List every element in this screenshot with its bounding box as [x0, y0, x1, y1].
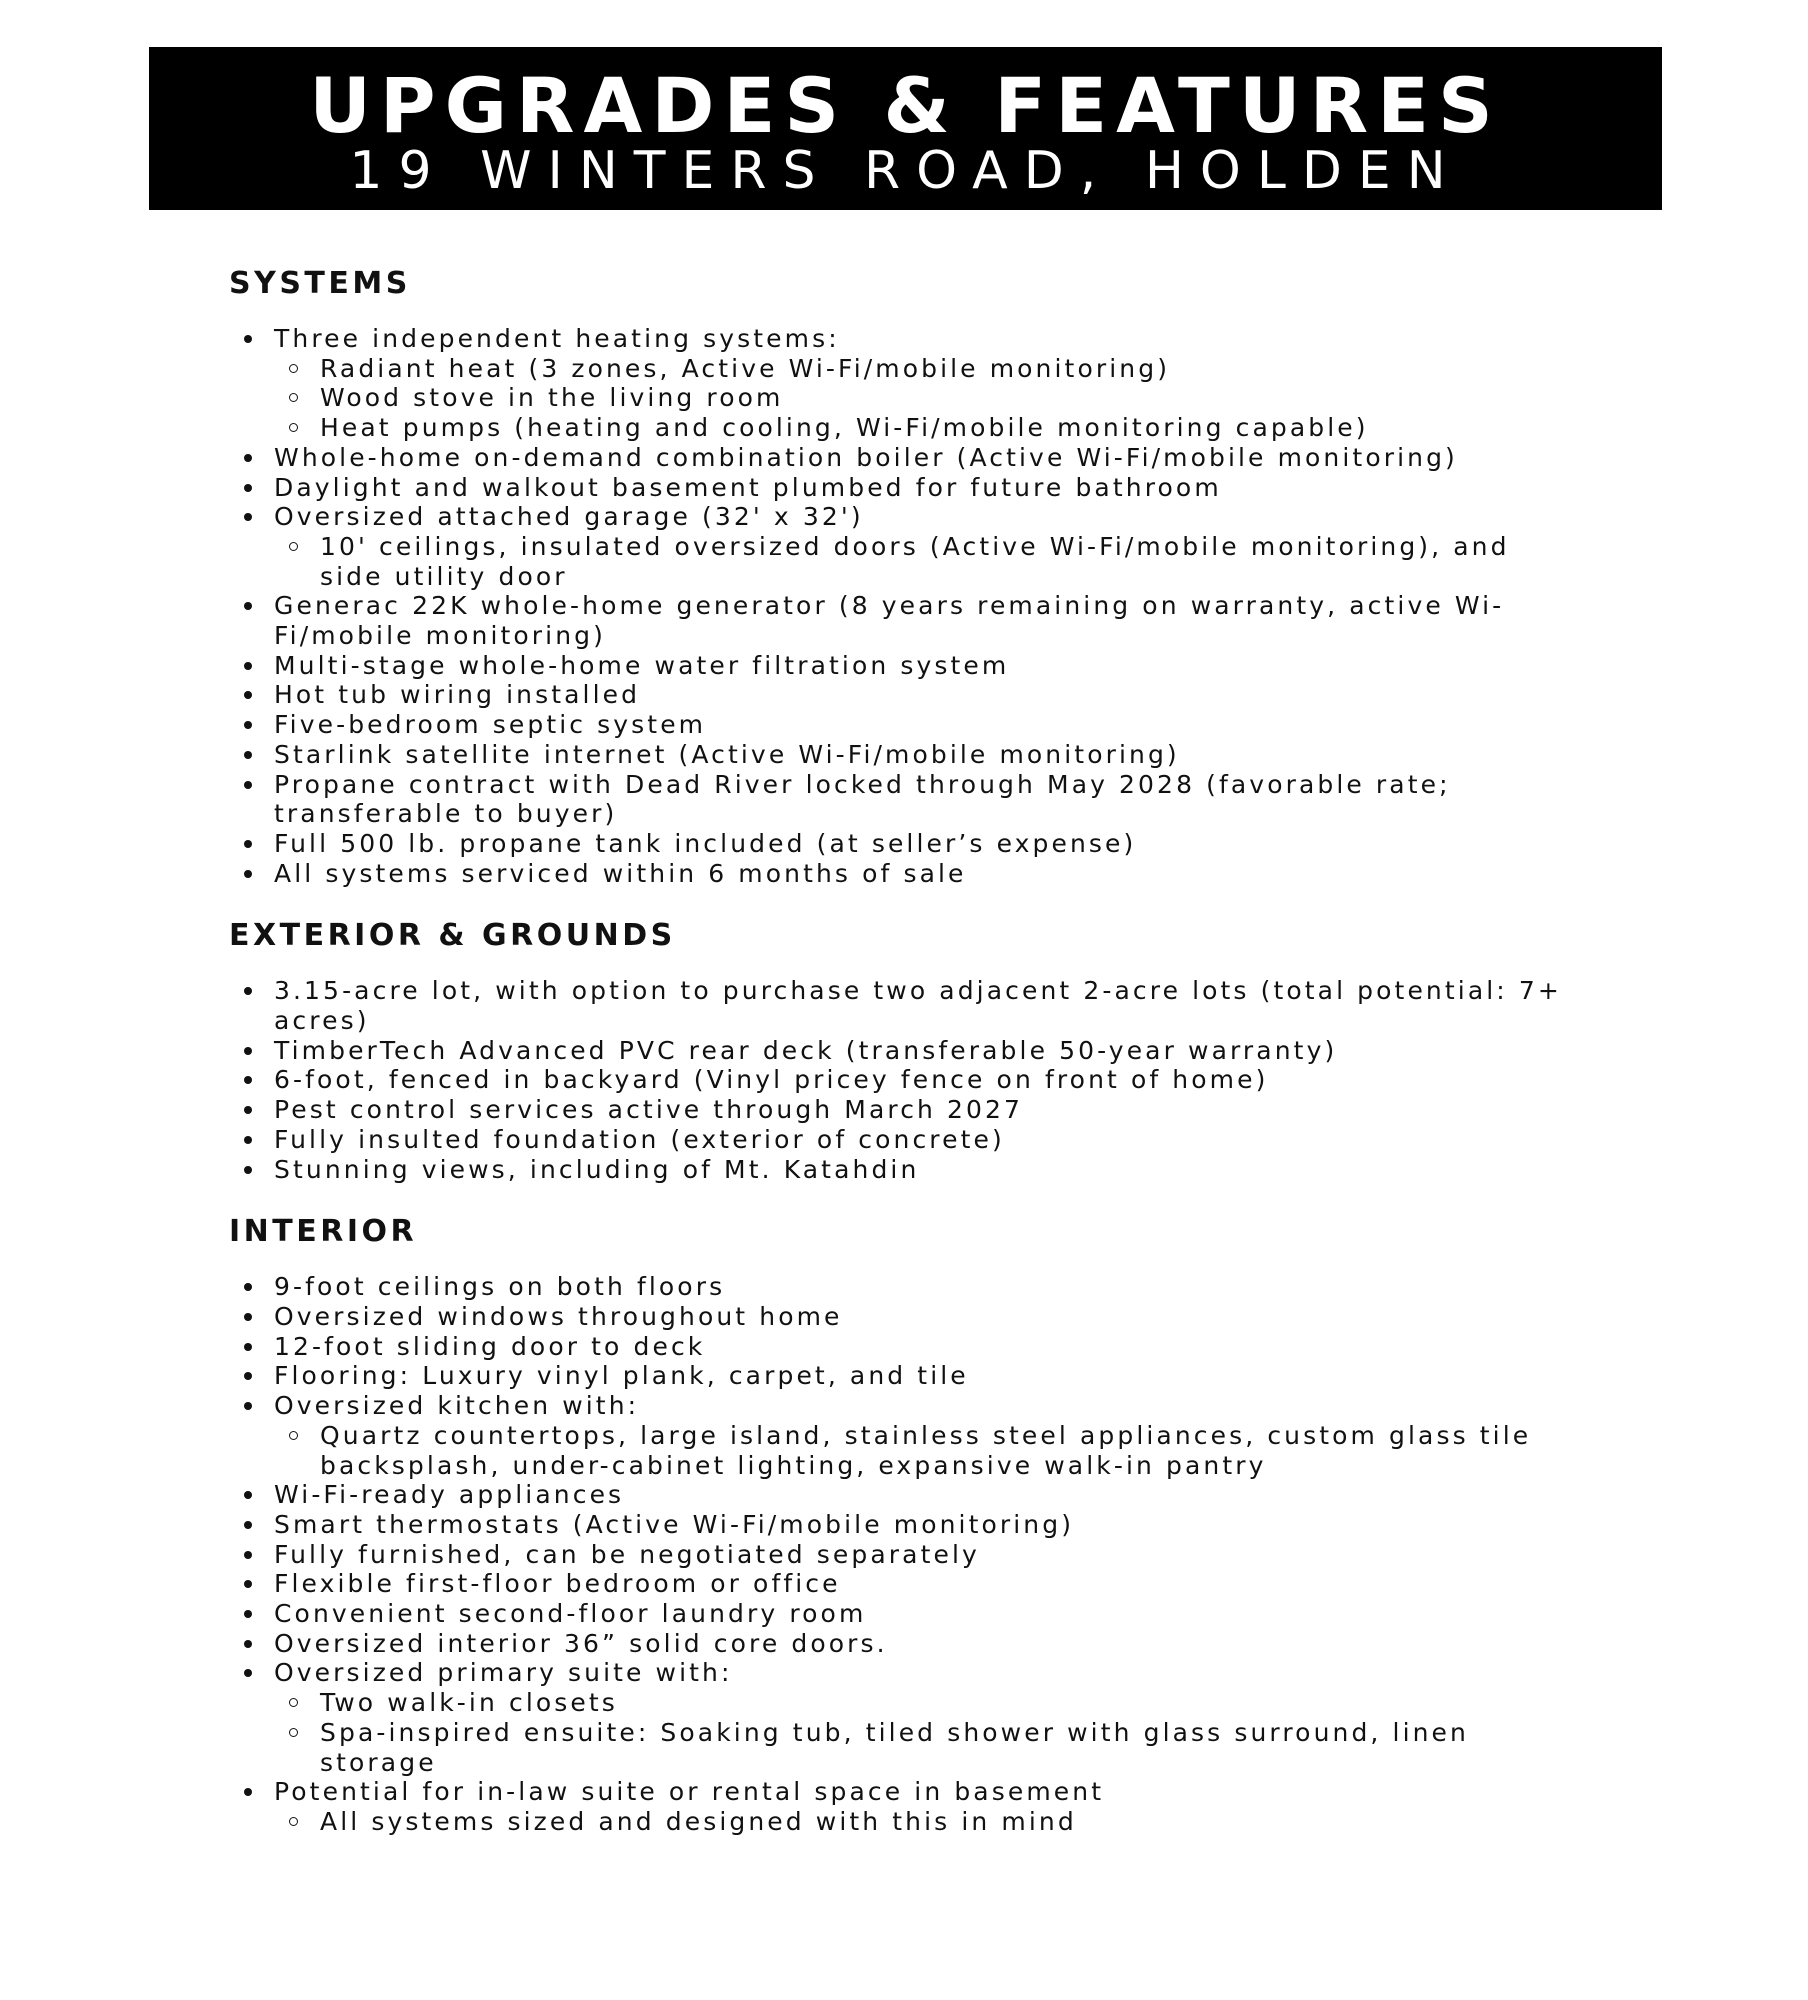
- list-item: [229, 1658, 1579, 1777]
- list-item-text: Oversized interior 36” solid core doors.: [274, 1628, 888, 1658]
- list-item: [229, 740, 1579, 770]
- header-banner: [149, 47, 1662, 210]
- list-item: [229, 1302, 1579, 1332]
- list-item: [229, 651, 1579, 681]
- list-item-text: Three independent heating systems:: [274, 324, 840, 353]
- list-item: [229, 1272, 1579, 1302]
- sub-list-item: 10' ceilings, insulated oversized doors (Active Wi-Fi/mobile monitoring), and side utility door: [274, 532, 1579, 591]
- list-item-text: TimberTech Advanced PVC rear deck (transferable 50-year warranty): [274, 1035, 1338, 1065]
- sub-list-item: Heat pumps (heating and cooling, Wi-Fi/mobile monitoring capable): [274, 413, 1579, 443]
- section-heading: EXTERIOR & GROUNDS: [229, 918, 676, 954]
- sub-list-item: All systems sized and designed with this in mind: [274, 1807, 1579, 1837]
- list-item: [229, 859, 1579, 889]
- list-item: [229, 1036, 1579, 1066]
- list-item: [229, 324, 1579, 443]
- list-item-text: Pest control services active through March 2027: [274, 1095, 1024, 1125]
- list-item: [229, 829, 1579, 859]
- list-item-text: 12-foot sliding door to deck: [274, 1331, 706, 1361]
- list-item-text: Stunning views, including of Mt. Katahdin: [274, 1154, 920, 1184]
- section-interior: [229, 1210, 1669, 1836]
- list-item: [229, 710, 1579, 740]
- list-item: [229, 1629, 1579, 1659]
- sub-list-item: Spa-inspired ensuite: Soaking tub, tiled shower with glass surround, linen storage: [274, 1718, 1579, 1777]
- list-item: [229, 1391, 1579, 1480]
- list-item: [229, 1155, 1579, 1185]
- list-item-text: Multi-stage whole-home water filtration system: [274, 650, 1010, 680]
- list-item-text: Flexible first-floor bedroom or office: [274, 1569, 841, 1599]
- list-item: [229, 1540, 1579, 1570]
- list-item-text: Daylight and walkout basement plumbed for future bathroom: [274, 472, 1222, 502]
- list-item: [229, 443, 1579, 473]
- section-heading: SYSTEMS: [229, 266, 411, 301]
- list-item-text: Five-bedroom septic system: [274, 710, 707, 740]
- list-item: [229, 591, 1579, 650]
- feature-list: [229, 324, 1669, 888]
- sub-list: [274, 354, 1579, 443]
- list-item: [229, 770, 1579, 829]
- list-item-text: Flooring: Luxury vinyl plank, carpet, and tile: [274, 1361, 969, 1391]
- list-item-text: 6-foot, fenced in backyard (Vinyl pricey fence on front of home): [274, 1065, 1269, 1095]
- list-item: [229, 680, 1579, 710]
- list-item-text: Fully furnished, can be negotiated separately: [274, 1539, 980, 1569]
- list-item: [229, 502, 1579, 591]
- feature-list: [229, 1272, 1669, 1836]
- list-item-text: 3.15-acre lot, with option to purchase two adjacent 2-acre lots (total potential: 7+ acres): [274, 976, 1562, 1036]
- list-item: [229, 1569, 1579, 1599]
- list-item: [229, 1332, 1579, 1362]
- list-item-text: Fully insulted foundation (exterior of concrete): [274, 1124, 1005, 1154]
- list-item: [229, 1361, 1579, 1391]
- list-item: [229, 1125, 1579, 1155]
- page-title: UPGRADES & FEATURES: [309, 61, 1502, 150]
- sub-list: [274, 1688, 1579, 1777]
- list-item-text: Full 500 lb. propane tank included (at seller’s expense): [274, 828, 1137, 858]
- list-item-text: All systems serviced within 6 months of sale: [274, 858, 967, 888]
- list-item-text: Convenient second-floor laundry room: [274, 1599, 867, 1629]
- sub-list-item: Wood stove in the living room: [274, 383, 1579, 413]
- feature-list: [229, 976, 1669, 1184]
- list-item: [229, 473, 1579, 503]
- section-exterior-and-grounds: [229, 914, 1669, 1184]
- list-item-text: Hot tub wiring installed: [274, 680, 641, 710]
- list-item-text: Oversized kitchen with:: [274, 1391, 640, 1421]
- list-item: [229, 976, 1579, 1035]
- list-item-text: 9-foot ceilings on both floors: [274, 1272, 726, 1302]
- list-item-text: Wi-Fi-ready appliances: [274, 1480, 625, 1510]
- list-item: [229, 1095, 1579, 1125]
- list-item: [229, 1510, 1579, 1540]
- list-item-text: Oversized attached garage (32' x 32'): [274, 502, 864, 532]
- sub-list-item: Radiant heat (3 zones, Active Wi-Fi/mobile monitoring): [274, 354, 1579, 384]
- list-item: [229, 1065, 1579, 1095]
- features-content: [229, 262, 1669, 1863]
- list-item-text: Potential for in-law suite or rental space in basement: [274, 1777, 1105, 1807]
- list-item: [229, 1480, 1579, 1510]
- section-heading: INTERIOR: [229, 1214, 418, 1250]
- list-item-text: Smart thermostats (Active Wi-Fi/mobile monitoring): [274, 1509, 1075, 1539]
- list-item-text: Whole-home on-demand combination boiler (Active Wi-Fi/mobile monitoring): [274, 442, 1458, 472]
- list-item-text: Starlink satellite internet (Active Wi-Fi/mobile monitoring): [274, 739, 1180, 769]
- list-item: [229, 1777, 1579, 1836]
- list-item-text: Oversized windows throughout home: [274, 1301, 843, 1331]
- list-item-text: Oversized primary suite with:: [274, 1658, 733, 1688]
- sub-list: [274, 1807, 1579, 1837]
- sub-list-item: Quartz countertops, large island, stainless steel appliances, custom glass tile backsplash, under-cabinet lighting, expansive walk-in pantry: [274, 1421, 1579, 1480]
- sub-list: [274, 1421, 1579, 1480]
- list-item-text: Generac 22K whole-home generator (8 years remaining on warranty, active Wi-Fi/mobile monitoring): [274, 591, 1505, 651]
- section-systems: [229, 262, 1669, 888]
- list-item: [229, 1599, 1579, 1629]
- property-address: 19 WINTERS ROAD, HOLDEN: [349, 141, 1462, 201]
- sub-list-item: Two walk-in closets: [274, 1688, 1579, 1718]
- sub-list: [274, 532, 1579, 591]
- list-item-text: Propane contract with Dead River locked through May 2028 (favorable rate; transferable to buyer): [274, 769, 1451, 829]
